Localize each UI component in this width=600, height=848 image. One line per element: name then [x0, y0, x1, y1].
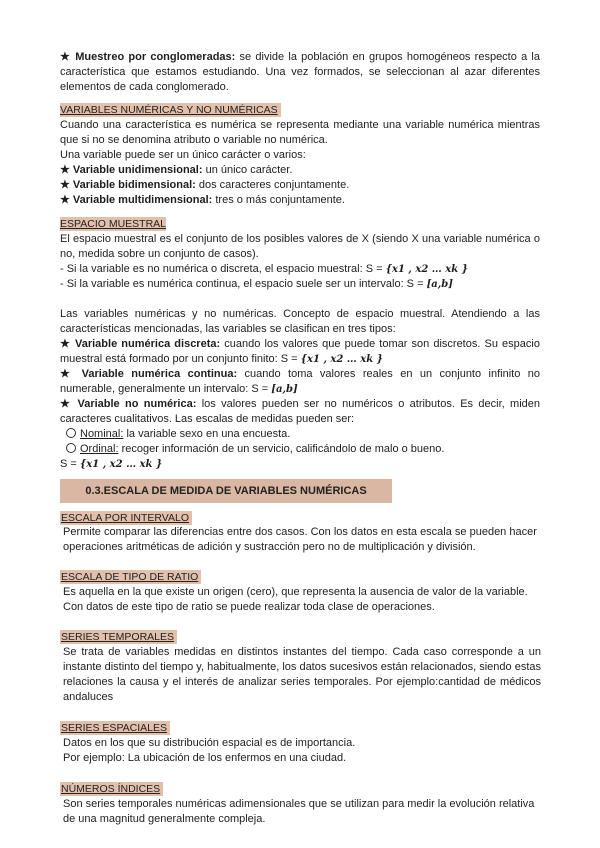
heading-series-temporales: SERIES TEMPORALES — [60, 630, 177, 644]
term-text: cuando los valores que puede tomar son discretos. Su espacio muestral está formado por un conjunto finito: S = — [60, 338, 540, 365]
term-label: Nominal: — [80, 428, 124, 440]
term-text: se divide la población en grupos homogéneos respecto a la característica que estamos estudiando. Una vez formados, se seleccionan al azar diferentes elementos de cada conglomerado. — [60, 51, 540, 93]
heading-numeros-indices: NÚMEROS ÍNDICES — [60, 782, 163, 796]
math-expression: {x1 , x2 … xk } — [300, 354, 384, 365]
espacio-line-continua — [60, 277, 453, 292]
term-label: Ordinal: — [80, 443, 119, 455]
heading-variables: VARIABLES NUMÉRICAS Y NO NUMÉRICAS — [60, 103, 281, 117]
discreta-paragraph — [60, 337, 540, 367]
line-text: - Si la variable es no numérica o discreta, el espacio muestral: S = — [60, 263, 386, 275]
list-item — [60, 193, 345, 208]
term-label: ★ Variable numérica continua: — [60, 368, 238, 380]
term-text: recoger información de un servicio, calificándolo de malo o bueno. — [118, 443, 445, 455]
math-expression: {x1 , x2 … xk } — [385, 264, 469, 275]
term-label: ★ Variable numérica discreta: — [60, 338, 221, 350]
line-text: S = — [60, 458, 80, 470]
temporales-paragraph: Se trata de variables medidas en distintos instantes del tiempo. Cada caso corresponde a un instante distinto del tiempo y, habitualmente, los datos sucesivos están relacionados, siendo estas relaciones la causa y el interés de analizar series temporales. Por ejemplo:cantidad de médicos andaluces — [63, 646, 541, 703]
line-text: - Si la variable es numérica continua, el espacio suele ser un intervalo: S = — [60, 278, 427, 290]
term-text: cuando toma valores reales en un conjunto infinito no numerable, generalmente un intervalo: S = — [60, 368, 540, 395]
indices-paragraph: Son series temporales numéricas adimensionales que se utilizan para medir la evolución relativa de una magnitud generalmente compleja. — [63, 798, 535, 825]
ratio-paragraph: Es aquella en la que existe un origen (cero), que representa la ausencia de valor de la variable. Con datos de este tipo de ratio se puede realizar toda clase de operaciones. — [63, 586, 528, 613]
term-text: tres o más conjuntamente. — [212, 194, 345, 206]
list-item-nominal — [66, 427, 290, 442]
espacio-intro: El espacio muestral es el conjunto de los posibles valores de X (siendo X una variable numérica o no, medida sobre un conjunto de casos). — [60, 233, 540, 260]
continua-paragraph — [60, 367, 540, 397]
heading-escala-intervalo: ESCALA POR INTERVALO — [60, 511, 192, 525]
math-expression: [a,b] — [271, 384, 298, 395]
heading-espacio-muestral: ESPACIO MUESTRAL — [60, 218, 166, 230]
intervalo-paragraph: Permite comparar las diferencias entre dos casos. Con los datos en esta escala se pueden hacer operaciones aritméticas de adición y sustracción pero no de multiplicación y división. — [63, 526, 537, 553]
math-expression: [a,b] — [426, 279, 453, 290]
clasificacion-intro: Las variables numéricas y no numéricas. Concepto de espacio muestral. Atendiendo a las características mencionadas, las variables se clasifican en tres tipos: — [60, 308, 540, 335]
term-label: ★ Variable no numérica: — [60, 398, 197, 410]
variables-line: Una variable puede ser un único carácter o varios: — [60, 149, 306, 161]
term-text: los valores pueden ser no numéricos o atributos. Es decir, miden caracteres cualitativos. Las escalas de medidas pueden ser: — [60, 398, 540, 425]
circle-bullet-icon — [66, 428, 76, 438]
list-item-ordinal — [66, 442, 444, 457]
list-item — [60, 163, 292, 178]
term-label: ★ Muestreo por conglomeradas: — [60, 51, 236, 63]
term-label: ★ Variable multidimensional: — [60, 194, 213, 206]
heading-series-espaciales: SERIES ESPACIALES — [60, 721, 170, 735]
muestreo-conglomeradas-paragraph — [60, 50, 540, 95]
circle-bullet-icon — [66, 443, 76, 453]
list-item — [60, 178, 349, 193]
sample-space-line — [60, 457, 162, 472]
espaciales-line: Datos en los que su distribución espacial es de importancia. — [63, 737, 356, 749]
heading-escala-ratio: ESCALA DE TIPO DE RATIO — [60, 570, 201, 584]
term-text: la variable sexo en una encuesta. — [123, 428, 291, 440]
term-text: dos caracteres conjuntamente. — [195, 179, 350, 191]
espacio-line-discreta — [60, 262, 468, 277]
no-numerica-paragraph — [60, 397, 540, 427]
term-label: ★ Variable bidimensional: — [60, 179, 196, 191]
variables-intro: Cuando una característica es numérica se representa mediante una variable numérica mientras que si no se denomina atributo o variable no numérica. — [60, 119, 540, 146]
section-banner: 0.3.ESCALA DE MEDIDA DE VARIABLES NUMÉRICAS — [60, 479, 392, 503]
term-label: ★ Variable unidimensional: — [60, 164, 203, 176]
espaciales-line: Por ejemplo: La ubicación de los enfermos en una ciudad. — [63, 752, 347, 764]
term-text: un único carácter. — [202, 164, 293, 176]
math-expression: {x1 , x2 … xk } — [79, 459, 163, 470]
